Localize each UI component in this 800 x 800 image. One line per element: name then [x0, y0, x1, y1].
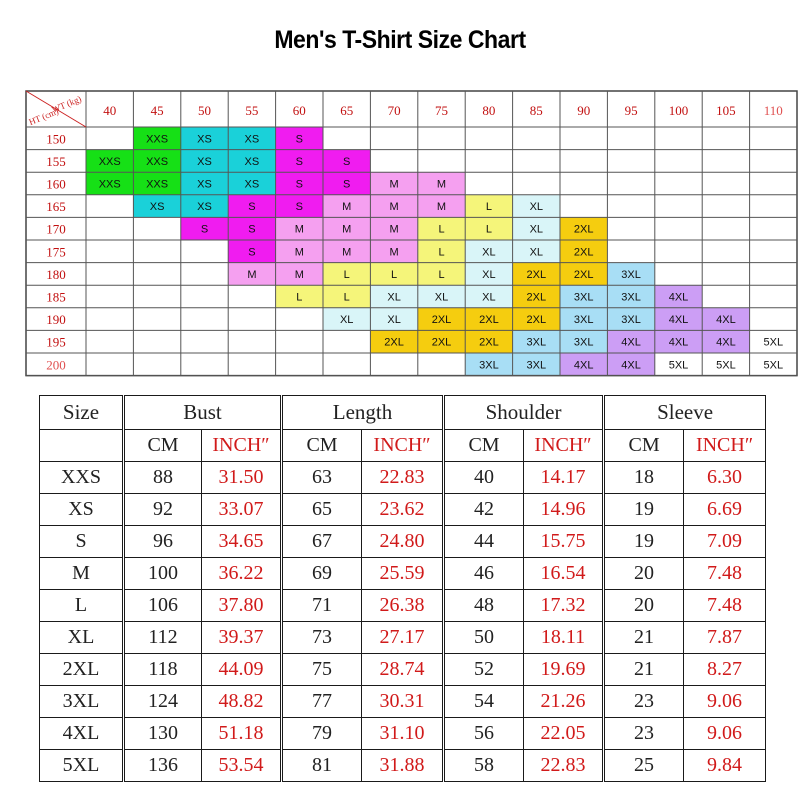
- shoulder-cm: 58: [444, 750, 524, 782]
- bust-inch: 53.54: [202, 750, 282, 782]
- shoulder-cm: 48: [444, 590, 524, 622]
- sleeve-cm-header: CM: [604, 430, 684, 462]
- size-cell-label: M: [294, 223, 304, 236]
- size-cell-label: M: [247, 268, 257, 281]
- length-inch: 27.17: [362, 622, 444, 654]
- table-row: [40, 718, 766, 750]
- size-cell-label: XS: [244, 133, 260, 146]
- size-cell-label: L: [485, 201, 492, 214]
- bust-cm: 124: [124, 686, 202, 718]
- weight-tick-label: 45: [150, 103, 164, 118]
- group-header-row: [40, 396, 766, 430]
- length-inch: 23.62: [362, 494, 444, 526]
- size-cell-label: XL: [529, 201, 544, 214]
- height-tick-label: 155: [46, 153, 66, 169]
- shoulder-cm: 44: [444, 526, 524, 558]
- length-inch: 28.74: [362, 654, 444, 686]
- size-cell-label: 2XL: [431, 314, 452, 327]
- size-cell-label: 5XL: [763, 336, 784, 349]
- table-row: [40, 590, 766, 622]
- size-cell-label: 5XL: [668, 359, 689, 372]
- size-cell-label: 2XL: [479, 336, 499, 349]
- size-cell-label: S: [248, 246, 256, 259]
- shoulder-cm: 52: [444, 654, 524, 686]
- size-cell-label: M: [342, 201, 352, 214]
- size-cell-label: 2XL: [573, 223, 594, 236]
- size-cell-label: 3XL: [573, 336, 594, 349]
- size-cell-label: 2XL: [526, 314, 547, 327]
- sleeve-inch: 7.09: [684, 526, 766, 558]
- size-cell-label: XXS: [146, 155, 169, 168]
- height-tick-label: 175: [46, 244, 66, 260]
- sleeve-inch: 9.06: [684, 686, 766, 718]
- shoulder-cm-header: CM: [444, 430, 524, 462]
- size-cell-label: XL: [529, 223, 544, 236]
- length-cm: 71: [282, 590, 362, 622]
- weight-tick-label: 55: [245, 103, 259, 118]
- sleeve-inch: 6.69: [684, 494, 766, 526]
- size-cell-label: 3XL: [526, 336, 547, 349]
- shoulder-inch: 22.05: [524, 718, 604, 750]
- height-tick-label: 190: [46, 312, 66, 328]
- weight-tick-label: 65: [340, 103, 354, 118]
- size-cell-label: S: [343, 155, 351, 168]
- height-tick-label: 160: [46, 176, 66, 192]
- shoulder-inch: 19.69: [524, 654, 604, 686]
- size-cell-label: M: [389, 178, 399, 191]
- size-cell-label: L: [438, 246, 445, 259]
- size-cell-label: XS: [197, 178, 212, 191]
- bust-inch: 34.65: [202, 526, 282, 558]
- size-cell-label: 3XL: [526, 359, 547, 372]
- shoulder-cm: 56: [444, 718, 524, 750]
- length-inch: 30.31: [362, 686, 444, 718]
- size-cell-label: XL: [387, 291, 401, 304]
- size-cell-label: M: [342, 223, 352, 236]
- bust-inch: 44.09: [202, 654, 282, 686]
- height-tick-label: 180: [46, 266, 66, 282]
- length-cm: 67: [282, 526, 362, 558]
- size-cell-label: XS: [244, 178, 260, 191]
- corner-height-label: HT (cm): [27, 106, 60, 128]
- size-cell-label: XS: [244, 155, 260, 168]
- bust-cm: 88: [124, 462, 202, 494]
- shoulder-cm: 54: [444, 686, 524, 718]
- sleeve-cm: 23: [604, 718, 684, 750]
- size-cell-label: L: [343, 268, 350, 281]
- sleeve-cm: 20: [604, 558, 684, 590]
- table-row: [40, 654, 766, 686]
- size-cell-label: L: [391, 268, 398, 281]
- sleeve-cm: 25: [604, 750, 684, 782]
- table-row: [40, 686, 766, 718]
- table-row: [40, 462, 766, 494]
- weight-tick-label: 95: [624, 103, 638, 118]
- table-row: [40, 526, 766, 558]
- size-cell-label: XL: [339, 314, 354, 327]
- height-tick-label: 200: [46, 357, 66, 373]
- shoulder-cm: 46: [444, 558, 524, 590]
- size-cell-label: XL: [529, 246, 544, 259]
- size-cell-label: 2XL: [431, 336, 452, 349]
- length-cm: 79: [282, 718, 362, 750]
- size-cell-label: M: [294, 246, 304, 259]
- bust-group-header: Bust: [124, 396, 282, 430]
- size-cell-label: XL: [482, 268, 496, 281]
- size-cell-label: 2XL: [526, 268, 547, 281]
- length-inch: 31.10: [362, 718, 444, 750]
- size-cell-label: 2XL: [384, 336, 404, 349]
- length-cm: 75: [282, 654, 362, 686]
- height-tick-label: 165: [46, 199, 66, 215]
- shoulder-inch: 14.96: [524, 494, 604, 526]
- size-cell-label: 3XL: [621, 314, 641, 327]
- size-cell-label: S: [248, 201, 256, 214]
- length-inch: 31.88: [362, 750, 444, 782]
- bust-inch: 39.37: [202, 622, 282, 654]
- size-cell-label: S: [295, 155, 303, 168]
- shoulder-inch: 16.54: [524, 558, 604, 590]
- size-label: XS: [40, 494, 124, 526]
- shoulder-cm: 50: [444, 622, 524, 654]
- size-cell-label: 4XL: [716, 314, 736, 327]
- weight-tick-label: 85: [529, 103, 543, 118]
- shoulder-inch: 21.26: [524, 686, 604, 718]
- size-cell-label: M: [294, 268, 304, 281]
- length-cm: 73: [282, 622, 362, 654]
- chart-title: Men's T-Shirt Size Chart: [274, 26, 526, 54]
- size-cell-label: XXS: [146, 178, 169, 191]
- size-cell-label: 4XL: [668, 336, 689, 349]
- size-cell-label: XL: [482, 246, 496, 259]
- weight-tick-label: 105: [716, 103, 736, 118]
- sleeve-inch: 7.48: [684, 558, 766, 590]
- weight-tick-label: 50: [198, 103, 211, 118]
- size-cell-label: 2XL: [573, 268, 594, 281]
- weight-tick-label: 110: [763, 103, 783, 118]
- size-cell-label: 4XL: [621, 336, 641, 349]
- size-cell-label: XS: [149, 201, 165, 214]
- sleeve-group-header: Sleeve: [604, 396, 766, 430]
- height-tick-label: 170: [46, 221, 66, 237]
- bust-inch: 48.82: [202, 686, 282, 718]
- size-cell-label: XXS: [98, 155, 121, 168]
- size-cell-label: L: [485, 223, 492, 236]
- bust-inch: 33.07: [202, 494, 282, 526]
- size-cell-label: XXS: [98, 178, 121, 191]
- weight-tick-label: 75: [435, 103, 448, 118]
- sleeve-cm: 21: [604, 622, 684, 654]
- size-cell-label: S: [343, 178, 351, 191]
- shoulder-cm: 40: [444, 462, 524, 494]
- size-cell-label: M: [389, 223, 399, 236]
- height-tick-label: 185: [46, 289, 66, 305]
- size-cell-label: L: [343, 291, 350, 304]
- size-cell-label: L: [296, 291, 303, 304]
- size-cell-label: M: [436, 178, 447, 191]
- length-cm: 63: [282, 462, 362, 494]
- size-cell-label: XL: [434, 291, 449, 304]
- bust-inch-header: INCH″: [202, 430, 282, 462]
- weight-tick-label: 60: [292, 103, 306, 118]
- size-cell-label: S: [248, 223, 256, 236]
- length-cm-header: CM: [282, 430, 362, 462]
- size-column-header: Size: [40, 396, 124, 430]
- weight-tick-label: 70: [387, 103, 401, 118]
- size-cell-label: 2XL: [526, 291, 547, 304]
- bust-inch: 31.50: [202, 462, 282, 494]
- height-tick-label: 150: [46, 131, 66, 147]
- bust-cm: 130: [124, 718, 202, 750]
- size-cell-label: 4XL: [621, 359, 641, 372]
- size-cell-label: 5XL: [763, 359, 784, 372]
- bust-cm-header: CM: [124, 430, 202, 462]
- length-cm: 77: [282, 686, 362, 718]
- size-label: S: [40, 526, 124, 558]
- size-cell-label: 3XL: [573, 291, 594, 304]
- size-cell-label: XS: [197, 155, 212, 168]
- bust-cm: 118: [124, 654, 202, 686]
- sleeve-cm: 19: [604, 494, 684, 526]
- length-cm: 81: [282, 750, 362, 782]
- size-cell-label: 3XL: [573, 314, 594, 327]
- table-row: [40, 558, 766, 590]
- bust-cm: 96: [124, 526, 202, 558]
- table-row: [40, 494, 766, 526]
- size-label: XXS: [40, 462, 124, 494]
- shoulder-inch: 15.75: [524, 526, 604, 558]
- size-cell-label: XL: [387, 314, 401, 327]
- bust-cm: 100: [124, 558, 202, 590]
- sleeve-inch-header: INCH″: [684, 430, 766, 462]
- size-cell-label: XXS: [146, 133, 169, 146]
- sleeve-inch: 9.06: [684, 718, 766, 750]
- unit-header-row: [40, 430, 766, 462]
- shoulder-cm: 42: [444, 494, 524, 526]
- sleeve-cm: 18: [604, 462, 684, 494]
- size-label: 2XL: [40, 654, 124, 686]
- size-cell-label: XS: [197, 133, 212, 146]
- measurement-table: [39, 395, 766, 782]
- size-cell-label: 2XL: [573, 246, 594, 259]
- length-group-header: Length: [282, 396, 444, 430]
- size-cell-label: 3XL: [621, 268, 641, 281]
- bust-inch: 36.22: [202, 558, 282, 590]
- size-cell-label: 3XL: [479, 359, 499, 372]
- sleeve-cm: 21: [604, 654, 684, 686]
- size-cell-label: 5XL: [716, 359, 736, 372]
- size-cell-label: XL: [482, 291, 496, 304]
- size-cell-label: S: [295, 178, 303, 191]
- sleeve-inch: 9.84: [684, 750, 766, 782]
- height-tick-label: 195: [46, 334, 66, 350]
- shoulder-group-header: Shoulder: [444, 396, 604, 430]
- size-label: 4XL: [40, 718, 124, 750]
- length-cm: 69: [282, 558, 362, 590]
- shoulder-inch: 17.32: [524, 590, 604, 622]
- table-row: [40, 750, 766, 782]
- shoulder-inch: 14.17: [524, 462, 604, 494]
- length-inch: 22.83: [362, 462, 444, 494]
- length-inch-header: INCH″: [362, 430, 444, 462]
- size-cell-label: M: [436, 201, 447, 214]
- shoulder-inch-header: INCH″: [524, 430, 604, 462]
- size-cell-label: 4XL: [668, 314, 689, 327]
- size-cell-label: 3XL: [621, 291, 641, 304]
- size-unit-blank: [40, 430, 124, 462]
- length-inch: 24.80: [362, 526, 444, 558]
- size-cell-label: M: [389, 246, 399, 259]
- size-cell-label: S: [295, 133, 303, 146]
- size-cell-label: 4XL: [573, 359, 594, 372]
- bust-cm: 136: [124, 750, 202, 782]
- size-grid-heatmap: [0, 0, 800, 385]
- table-row: [40, 622, 766, 654]
- length-inch: 26.38: [362, 590, 444, 622]
- bust-cm: 92: [124, 494, 202, 526]
- sleeve-cm: 20: [604, 590, 684, 622]
- sleeve-inch: 7.87: [684, 622, 766, 654]
- sleeve-inch: 8.27: [684, 654, 766, 686]
- size-label: M: [40, 558, 124, 590]
- bust-cm: 106: [124, 590, 202, 622]
- size-cell-label: L: [438, 268, 445, 281]
- shoulder-inch: 18.11: [524, 622, 604, 654]
- size-cell-label: L: [438, 223, 445, 236]
- weight-tick-label: 90: [577, 103, 591, 118]
- weight-tick-label: 100: [668, 103, 689, 118]
- shoulder-inch: 22.83: [524, 750, 604, 782]
- size-label: 3XL: [40, 686, 124, 718]
- size-cell-label: 2XL: [479, 314, 499, 327]
- sleeve-inch: 7.48: [684, 590, 766, 622]
- bust-cm: 112: [124, 622, 202, 654]
- weight-tick-label: 80: [482, 103, 496, 118]
- size-cell-label: M: [342, 246, 352, 259]
- bust-inch: 51.18: [202, 718, 282, 750]
- size-label: XL: [40, 622, 124, 654]
- sleeve-inch: 6.30: [684, 462, 766, 494]
- weight-tick-label: 40: [103, 103, 117, 118]
- size-cell-label: 4XL: [716, 336, 736, 349]
- size-cell-label: S: [295, 201, 303, 214]
- sleeve-cm: 19: [604, 526, 684, 558]
- length-inch: 25.59: [362, 558, 444, 590]
- bust-inch: 37.80: [202, 590, 282, 622]
- corner-weight-label: WT (kg): [50, 93, 83, 115]
- size-cell-label: M: [389, 201, 399, 214]
- size-cell-label: S: [200, 223, 209, 236]
- sleeve-cm: 23: [604, 686, 684, 718]
- size-cell-label: 4XL: [668, 291, 689, 304]
- length-cm: 65: [282, 494, 362, 526]
- size-label: 5XL: [40, 750, 124, 782]
- size-label: L: [40, 590, 124, 622]
- size-cell-label: XS: [197, 201, 212, 214]
